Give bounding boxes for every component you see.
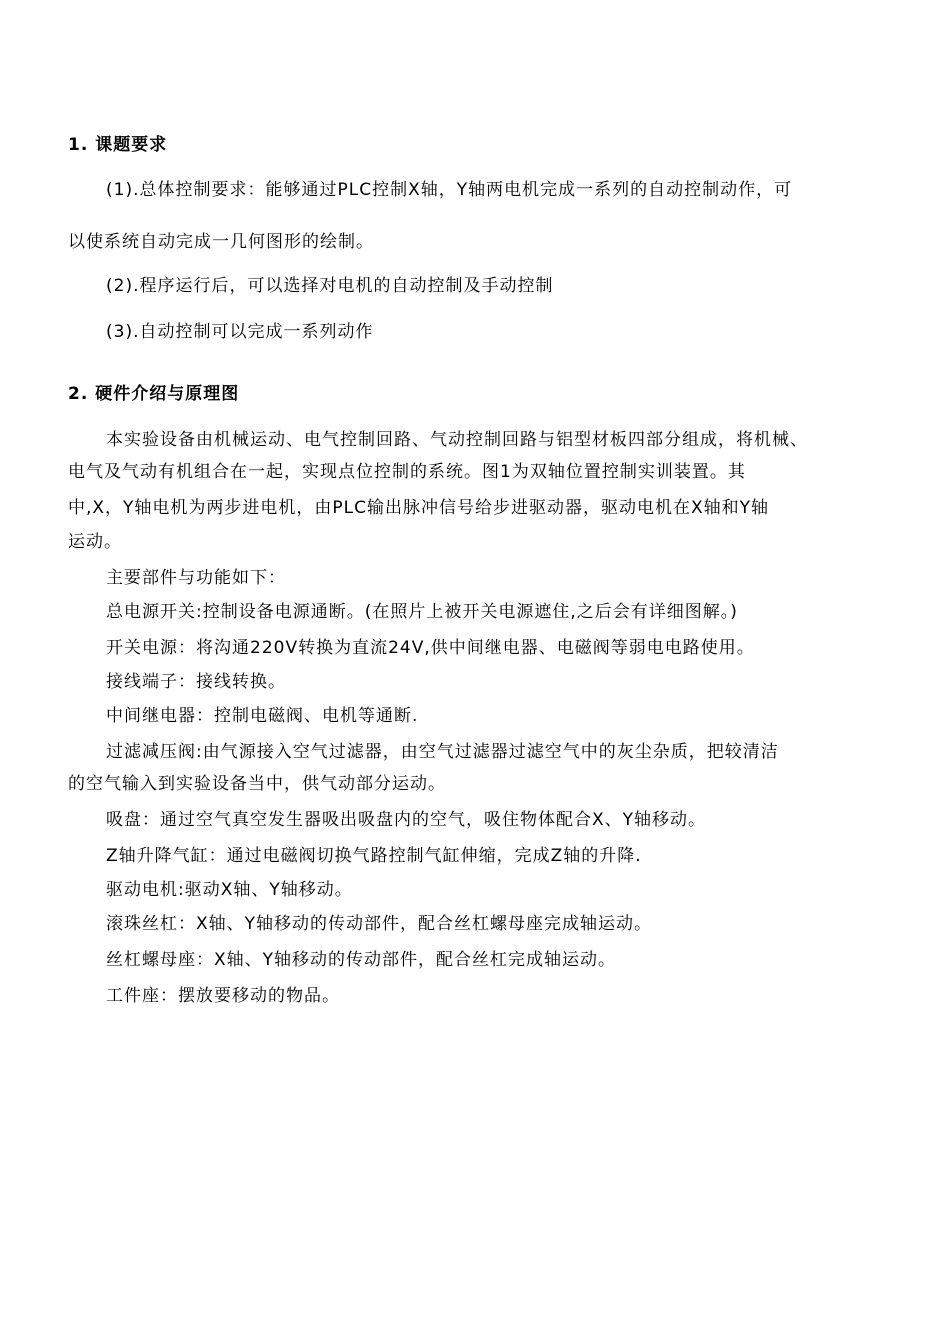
section-heading-requirements: 1. 课题要求 [68,135,168,155]
intro-line-4: 运动。 [68,532,122,552]
part-workpiece-seat: 工件座：摆放要移动的物品。 [106,986,340,1006]
part-filter-regulator-line-2: 的空气输入到实验设备当中，供气动部分运动。 [68,774,446,794]
part-suction-cup: 吸盘：通过空气真空发生器吸出吸盘内的空气，吸住物体配合X、Y轴移动。 [106,810,707,830]
part-z-axis-cylinder: Z轴升降气缸：通过电磁阀切换气路控制气缸伸缩，完成Z轴的升降. [106,846,642,866]
section-heading-hardware: 2. 硬件介绍与原理图 [68,384,240,404]
intro-line-3: 中,X，Y轴电机为两步进电机，由PLC输出脉冲信号给步进驱动器，驱动电机在X轴和Y轴 [68,498,770,518]
part-intermediate-relay: 中间继电器：控制电磁阀、电机等通断. [106,706,419,726]
part-main-power-switch: 总电源开关:控制设备电源通断。(在照片上被开关电源遮住,之后会有详细图解。) [106,602,738,622]
part-screw-nut-seat: 丝杠螺母座：X轴、Y轴移动的传动部件，配合丝杠完成轴运动。 [106,950,617,970]
part-ball-screw: 滚珠丝杠：X轴、Y轴移动的传动部件，配合丝杠螺母座完成轴运动。 [106,914,653,934]
requirement-3: (3).自动控制可以完成一系列动作 [106,322,374,342]
part-filter-regulator-line-1: 过滤减压阀:由气源接入空气过滤器，由空气过滤器过滤空气中的灰尘杂质，把较清洁 [106,742,779,762]
requirement-1-line-1: (1).总体控制要求：能够通过PLC控制X轴，Y轴两电机完成一系列的自动控制动作，可 [106,180,793,200]
requirement-2: (2).程序运行后，可以选择对电机的自动控制及手动控制 [106,276,554,296]
part-terminal-block: 接线端子：接线转换。 [106,672,286,692]
intro-line-2: 电气及气动有机组合在一起，实现点位控制的系统。图1为双轴位置控制实训装置。其 [68,462,746,482]
parts-intro: 主要部件与功能如下： [106,568,286,588]
part-switching-power-supply: 开关电源：将沟通220V转换为直流24V,供中间继电器、电磁阀等弱电电路使用。 [106,638,755,658]
intro-line-1: 本实验设备由机械运动、电气控制回路、气动控制回路与铝型材板四部分组成，将机械、 [106,430,808,450]
requirement-1-line-2: 以使系统自动完成一几何图形的绘制。 [68,232,374,252]
part-drive-motor: 驱动电机:驱动X轴、Y轴移动。 [106,880,353,900]
